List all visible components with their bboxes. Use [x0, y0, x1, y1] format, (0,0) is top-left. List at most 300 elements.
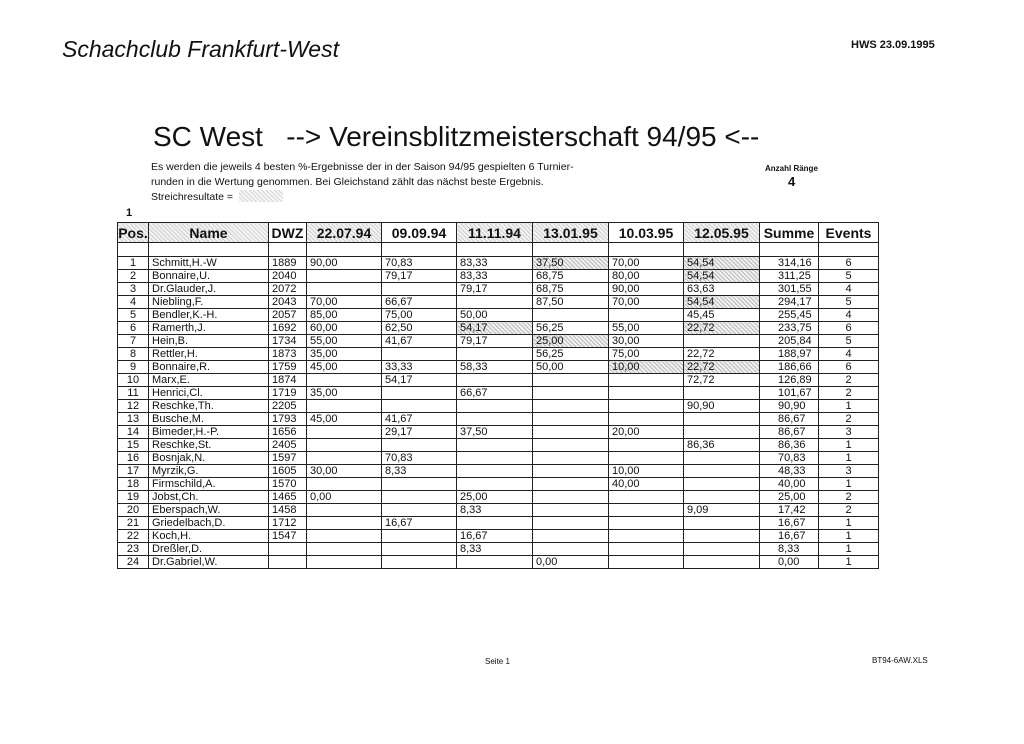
table-cell: 233,75 — [760, 322, 819, 335]
table-cell: 1547 — [269, 530, 307, 543]
table-cell: 20,00 — [609, 426, 684, 439]
table-cell: 1605 — [269, 465, 307, 478]
table-cell: 17 — [118, 465, 149, 478]
table-cell — [307, 426, 382, 439]
table-cell: 5 — [118, 309, 149, 322]
table-cell: Ramerth,J. — [149, 322, 269, 335]
table-cell: 1458 — [269, 504, 307, 517]
table-cell — [307, 517, 382, 530]
table-cell: 8,33 — [760, 543, 819, 556]
table-cell: 4 — [819, 283, 879, 296]
table-cell: Reschke,St. — [149, 439, 269, 452]
table-cell: 10 — [118, 374, 149, 387]
table-cell: 1 — [819, 478, 879, 491]
file-name: BT94-6AW.XLS — [872, 656, 928, 665]
table-cell — [609, 387, 684, 400]
table-cell: 22,72 — [684, 322, 760, 335]
table-cell: 72,72 — [684, 374, 760, 387]
table-cell: 30,00 — [307, 465, 382, 478]
table-row — [118, 387, 879, 400]
table-cell: Koch,H. — [149, 530, 269, 543]
table-cell: 2405 — [269, 439, 307, 452]
table-cell — [533, 517, 609, 530]
table-cell: 1597 — [269, 452, 307, 465]
table-row — [118, 296, 879, 309]
table-cell: Dreßler,D. — [149, 543, 269, 556]
table-cell: 20 — [118, 504, 149, 517]
table-cell — [457, 556, 533, 569]
table-cell: 22,72 — [684, 361, 760, 374]
table-cell — [382, 439, 457, 452]
table-cell — [533, 426, 609, 439]
table-cell: 63,63 — [684, 283, 760, 296]
table-cell: Hein,B. — [149, 335, 269, 348]
table-cell: 18 — [118, 478, 149, 491]
table-cell — [684, 530, 760, 543]
column-header: 10.03.95 — [609, 223, 684, 243]
table-cell: 0,00 — [533, 556, 609, 569]
table-row — [118, 491, 879, 504]
table-cell — [609, 543, 684, 556]
column-header: 11.11.94 — [457, 223, 533, 243]
column-header: Name — [149, 223, 269, 243]
streichresultate-label: Streichresultate = — [151, 191, 234, 203]
table-row — [118, 335, 879, 348]
table-cell: 3 — [819, 465, 879, 478]
table-cell: 54,54 — [684, 257, 760, 270]
table-row — [118, 361, 879, 374]
table-cell: 90,00 — [307, 257, 382, 270]
table-cell — [609, 452, 684, 465]
table-cell — [609, 400, 684, 413]
table-cell — [307, 400, 382, 413]
table-cell — [457, 452, 533, 465]
table-cell — [609, 556, 684, 569]
table-cell — [457, 296, 533, 309]
table-cell: 45,00 — [307, 413, 382, 426]
table-cell — [684, 452, 760, 465]
table-cell — [382, 543, 457, 556]
table-cell — [533, 374, 609, 387]
table-cell: 48,33 — [760, 465, 819, 478]
table-cell: 41,67 — [382, 413, 457, 426]
table-cell: 50,00 — [533, 361, 609, 374]
table-cell: 79,17 — [382, 270, 457, 283]
table-cell: 2 — [819, 504, 879, 517]
table-cell: 70,83 — [382, 257, 457, 270]
table-cell: Firmschild,A. — [149, 478, 269, 491]
description — [151, 160, 574, 190]
results-table — [117, 222, 879, 569]
table-cell: Bonnaire,U. — [149, 270, 269, 283]
table-cell: 58,33 — [457, 361, 533, 374]
table-cell — [307, 283, 382, 296]
table-cell — [307, 270, 382, 283]
table-cell: Schmitt,H.-W — [149, 257, 269, 270]
table-cell: 16 — [118, 452, 149, 465]
table-row — [118, 413, 879, 426]
table-cell: 1 — [819, 400, 879, 413]
table-cell: 5 — [819, 335, 879, 348]
club-name: Schachclub Frankfurt-West — [62, 36, 339, 62]
table-cell: 50,00 — [457, 309, 533, 322]
document-title: SC West --> Vereinsblitzmeisterschaft 94/95 <-- — [153, 121, 760, 152]
page-number: Seite 1 — [485, 657, 510, 666]
table-row — [118, 426, 879, 439]
table-row — [118, 504, 879, 517]
table-cell: Bendler,K.-H. — [149, 309, 269, 322]
table-cell: 83,33 — [457, 270, 533, 283]
table-cell — [457, 465, 533, 478]
table-cell — [307, 478, 382, 491]
table-cell: 186,66 — [760, 361, 819, 374]
table-cell: 1 — [819, 556, 879, 569]
table-cell: 19 — [118, 491, 149, 504]
table-cell: 55,00 — [609, 322, 684, 335]
table-cell: 1 — [819, 543, 879, 556]
table-cell: Marx,E. — [149, 374, 269, 387]
table-cell: 90,00 — [609, 283, 684, 296]
table-cell: Bonnaire,R. — [149, 361, 269, 374]
table-cell: 30,00 — [609, 335, 684, 348]
table-cell: 87,50 — [533, 296, 609, 309]
table-cell: 45,45 — [684, 309, 760, 322]
table-cell — [457, 374, 533, 387]
table-cell: Dr.Gabriel,W. — [149, 556, 269, 569]
table-cell: 75,00 — [609, 348, 684, 361]
table-cell: 85,00 — [307, 309, 382, 322]
table-cell — [457, 348, 533, 361]
column-header: Summe — [760, 223, 819, 243]
table-cell: 54,17 — [382, 374, 457, 387]
table-cell — [307, 439, 382, 452]
table-row — [118, 322, 879, 335]
table-cell: 314,16 — [760, 257, 819, 270]
table-cell — [533, 413, 609, 426]
table-cell: 2 — [819, 387, 879, 400]
table-cell — [533, 452, 609, 465]
table-row — [118, 374, 879, 387]
table-cell: 40,00 — [760, 478, 819, 491]
table-cell: 1 — [819, 439, 879, 452]
table-spacer-row — [118, 243, 879, 257]
table-cell: 45,00 — [307, 361, 382, 374]
table-cell — [609, 517, 684, 530]
table-cell: 22 — [118, 530, 149, 543]
table-cell: 17,42 — [760, 504, 819, 517]
table-cell: 79,17 — [457, 283, 533, 296]
table-cell: 37,50 — [533, 257, 609, 270]
table-cell: 6 — [819, 322, 879, 335]
table-cell: 70,00 — [307, 296, 382, 309]
table-cell — [307, 374, 382, 387]
table-cell — [684, 426, 760, 439]
table-cell: 70,83 — [760, 452, 819, 465]
table-cell: 2040 — [269, 270, 307, 283]
table-row — [118, 543, 879, 556]
table-cell: 75,00 — [382, 309, 457, 322]
table-cell: 8,33 — [457, 504, 533, 517]
table-cell — [269, 556, 307, 569]
table-cell — [382, 400, 457, 413]
table-cell: 37,50 — [457, 426, 533, 439]
table-cell: Busche,M. — [149, 413, 269, 426]
table-cell — [609, 491, 684, 504]
table-row — [118, 400, 879, 413]
table-cell: 11 — [118, 387, 149, 400]
table-cell: 2205 — [269, 400, 307, 413]
table-cell: 2043 — [269, 296, 307, 309]
table-cell — [684, 543, 760, 556]
table-cell — [684, 478, 760, 491]
table-cell: 86,67 — [760, 413, 819, 426]
table-row — [118, 478, 879, 491]
table-cell: 1734 — [269, 335, 307, 348]
table-cell — [609, 504, 684, 517]
table-cell: 16,67 — [457, 530, 533, 543]
table-cell: 56,25 — [533, 322, 609, 335]
table-cell: 2072 — [269, 283, 307, 296]
table-cell: 12 — [118, 400, 149, 413]
table-cell: 54,54 — [684, 270, 760, 283]
table-cell: 301,55 — [760, 283, 819, 296]
table-cell — [533, 400, 609, 413]
table-row — [118, 465, 879, 478]
table-cell: 86,67 — [760, 426, 819, 439]
table-cell — [533, 309, 609, 322]
table-cell: 16,67 — [760, 530, 819, 543]
table-cell: 1570 — [269, 478, 307, 491]
table-cell: 1 — [118, 257, 149, 270]
table-cell: Henrici,Cl. — [149, 387, 269, 400]
table-cell: 8,33 — [457, 543, 533, 556]
table-cell: Griedelbach,D. — [149, 517, 269, 530]
description-line-1: Es werden die jeweils 4 besten %-Ergebnisse der in der Saison 94/95 gespielten 6 Turnier- — [151, 161, 574, 173]
document-date: HWS 23.09.1995 — [851, 39, 935, 51]
table-cell — [307, 543, 382, 556]
column-header: Events — [819, 223, 879, 243]
table-cell — [382, 504, 457, 517]
table-cell: 10,00 — [609, 465, 684, 478]
table-cell: 255,45 — [760, 309, 819, 322]
table-cell — [533, 543, 609, 556]
table-cell: 70,83 — [382, 452, 457, 465]
table-cell: 2057 — [269, 309, 307, 322]
table-cell: 2 — [819, 413, 879, 426]
table-cell: 6 — [118, 322, 149, 335]
table-cell: 7 — [118, 335, 149, 348]
table-cell: 2 — [118, 270, 149, 283]
column-header: Pos. — [118, 224, 148, 241]
table-cell: 16,67 — [760, 517, 819, 530]
table-cell: 9,09 — [684, 504, 760, 517]
table-cell: Eberspach,W. — [149, 504, 269, 517]
anzahl-raenge-value: 4 — [788, 174, 796, 189]
table-cell: 25,00 — [457, 491, 533, 504]
table-cell: 9 — [118, 361, 149, 374]
table-row — [118, 309, 879, 322]
table-cell: 22,72 — [684, 348, 760, 361]
table-row — [118, 270, 879, 283]
table-cell: 4 — [819, 309, 879, 322]
table-cell: 24 — [118, 556, 149, 569]
table-cell — [382, 556, 457, 569]
table-cell: 40,00 — [609, 478, 684, 491]
table-cell: 5 — [819, 296, 879, 309]
table-cell — [684, 413, 760, 426]
table-cell — [684, 335, 760, 348]
table-cell: 0,00 — [760, 556, 819, 569]
table-cell — [269, 543, 307, 556]
table-cell: 15 — [118, 439, 149, 452]
table-cell: 86,36 — [760, 439, 819, 452]
table-cell: 3 — [819, 426, 879, 439]
table-cell: 23 — [118, 543, 149, 556]
table-cell: 70,00 — [609, 257, 684, 270]
table-cell: 4 — [118, 296, 149, 309]
table-cell: 14 — [118, 426, 149, 439]
table-cell — [457, 413, 533, 426]
table-cell: 1793 — [269, 413, 307, 426]
table-cell: 60,00 — [307, 322, 382, 335]
table-cell — [609, 309, 684, 322]
table-cell: 21 — [118, 517, 149, 530]
table-cell — [533, 465, 609, 478]
table-cell: Bimeder,H.-P. — [149, 426, 269, 439]
table-cell: 68,75 — [533, 283, 609, 296]
table-cell: 188,97 — [760, 348, 819, 361]
table-cell: Bosnjak,N. — [149, 452, 269, 465]
table-cell: 55,00 — [307, 335, 382, 348]
table-cell: 4 — [819, 348, 879, 361]
table-cell — [533, 387, 609, 400]
table-cell: 79,17 — [457, 335, 533, 348]
table-cell — [457, 478, 533, 491]
table-cell — [382, 530, 457, 543]
table-cell — [609, 530, 684, 543]
column-header: 13.01.95 — [533, 223, 609, 243]
table-cell: 294,17 — [760, 296, 819, 309]
table-cell — [382, 478, 457, 491]
table-cell — [533, 504, 609, 517]
table-cell: 66,67 — [382, 296, 457, 309]
table-cell — [382, 283, 457, 296]
table-cell: 1465 — [269, 491, 307, 504]
table-cell: 13 — [118, 413, 149, 426]
table-cell: 205,84 — [760, 335, 819, 348]
table-cell: 90,90 — [684, 400, 760, 413]
table-header-row — [118, 223, 879, 243]
table-cell — [684, 465, 760, 478]
table-cell — [533, 439, 609, 452]
table-cell: 101,67 — [760, 387, 819, 400]
table-cell: Reschke,Th. — [149, 400, 269, 413]
table-cell — [609, 374, 684, 387]
column-header: DWZ — [269, 223, 307, 243]
column-header: 22.07.94 — [307, 223, 382, 243]
table-cell — [533, 491, 609, 504]
table-cell: 35,00 — [307, 348, 382, 361]
table-cell: 1759 — [269, 361, 307, 374]
table-row — [118, 439, 879, 452]
table-cell — [382, 348, 457, 361]
table-cell: 68,75 — [533, 270, 609, 283]
table-cell — [307, 504, 382, 517]
table-cell: 1874 — [269, 374, 307, 387]
table-cell: 311,25 — [760, 270, 819, 283]
table-cell: 54,17 — [457, 322, 533, 335]
table-cell — [457, 439, 533, 452]
table-row — [118, 556, 879, 569]
table-cell: 1719 — [269, 387, 307, 400]
table-cell: 25,00 — [760, 491, 819, 504]
table-cell: 6 — [819, 257, 879, 270]
table-cell: 8 — [118, 348, 149, 361]
table-cell: 41,67 — [382, 335, 457, 348]
table-cell — [382, 387, 457, 400]
table-cell: 1889 — [269, 257, 307, 270]
table-cell — [457, 400, 533, 413]
table-cell: Dr.Glauder,J. — [149, 283, 269, 296]
column-header: 09.09.94 — [382, 223, 457, 243]
table-cell: 126,89 — [760, 374, 819, 387]
table-cell: 25,00 — [533, 335, 609, 348]
table-row — [118, 257, 879, 270]
table-cell: 1 — [819, 452, 879, 465]
table-cell — [533, 530, 609, 543]
table-cell: 2 — [819, 374, 879, 387]
table-cell — [533, 478, 609, 491]
table-cell: 90,90 — [760, 400, 819, 413]
table-cell — [609, 413, 684, 426]
table-cell: 54,54 — [684, 296, 760, 309]
anzahl-raenge-label: Anzahl Ränge — [765, 164, 818, 173]
table-cell — [307, 530, 382, 543]
table-cell — [684, 517, 760, 530]
streichresultate-swatch — [239, 190, 283, 202]
table-cell: Rettler,H. — [149, 348, 269, 361]
table-row — [118, 530, 879, 543]
table-cell: 86,36 — [684, 439, 760, 452]
table-cell: 2 — [819, 491, 879, 504]
streichresultate-legend — [151, 190, 283, 203]
table-cell — [307, 556, 382, 569]
table-cell: 1656 — [269, 426, 307, 439]
table-cell: Jobst,Ch. — [149, 491, 269, 504]
table-cell — [609, 439, 684, 452]
table-row — [118, 348, 879, 361]
table-cell: 1692 — [269, 322, 307, 335]
table-cell: 83,33 — [457, 257, 533, 270]
table-cell: 70,00 — [609, 296, 684, 309]
table-cell: 5 — [819, 270, 879, 283]
table-cell — [307, 452, 382, 465]
table-cell — [457, 517, 533, 530]
table-cell: Niebling,F. — [149, 296, 269, 309]
table-cell: 16,67 — [382, 517, 457, 530]
table-cell: 1 — [819, 530, 879, 543]
table-cell: 1873 — [269, 348, 307, 361]
table-cell: 3 — [118, 283, 149, 296]
table-cell — [382, 491, 457, 504]
table-cell: 0,00 — [307, 491, 382, 504]
table-cell: 1 — [819, 517, 879, 530]
table-row — [118, 283, 879, 296]
table-cell: 29,17 — [382, 426, 457, 439]
column-header: 12.05.95 — [684, 223, 760, 243]
table-cell: 62,50 — [382, 322, 457, 335]
table-cell: 80,00 — [609, 270, 684, 283]
